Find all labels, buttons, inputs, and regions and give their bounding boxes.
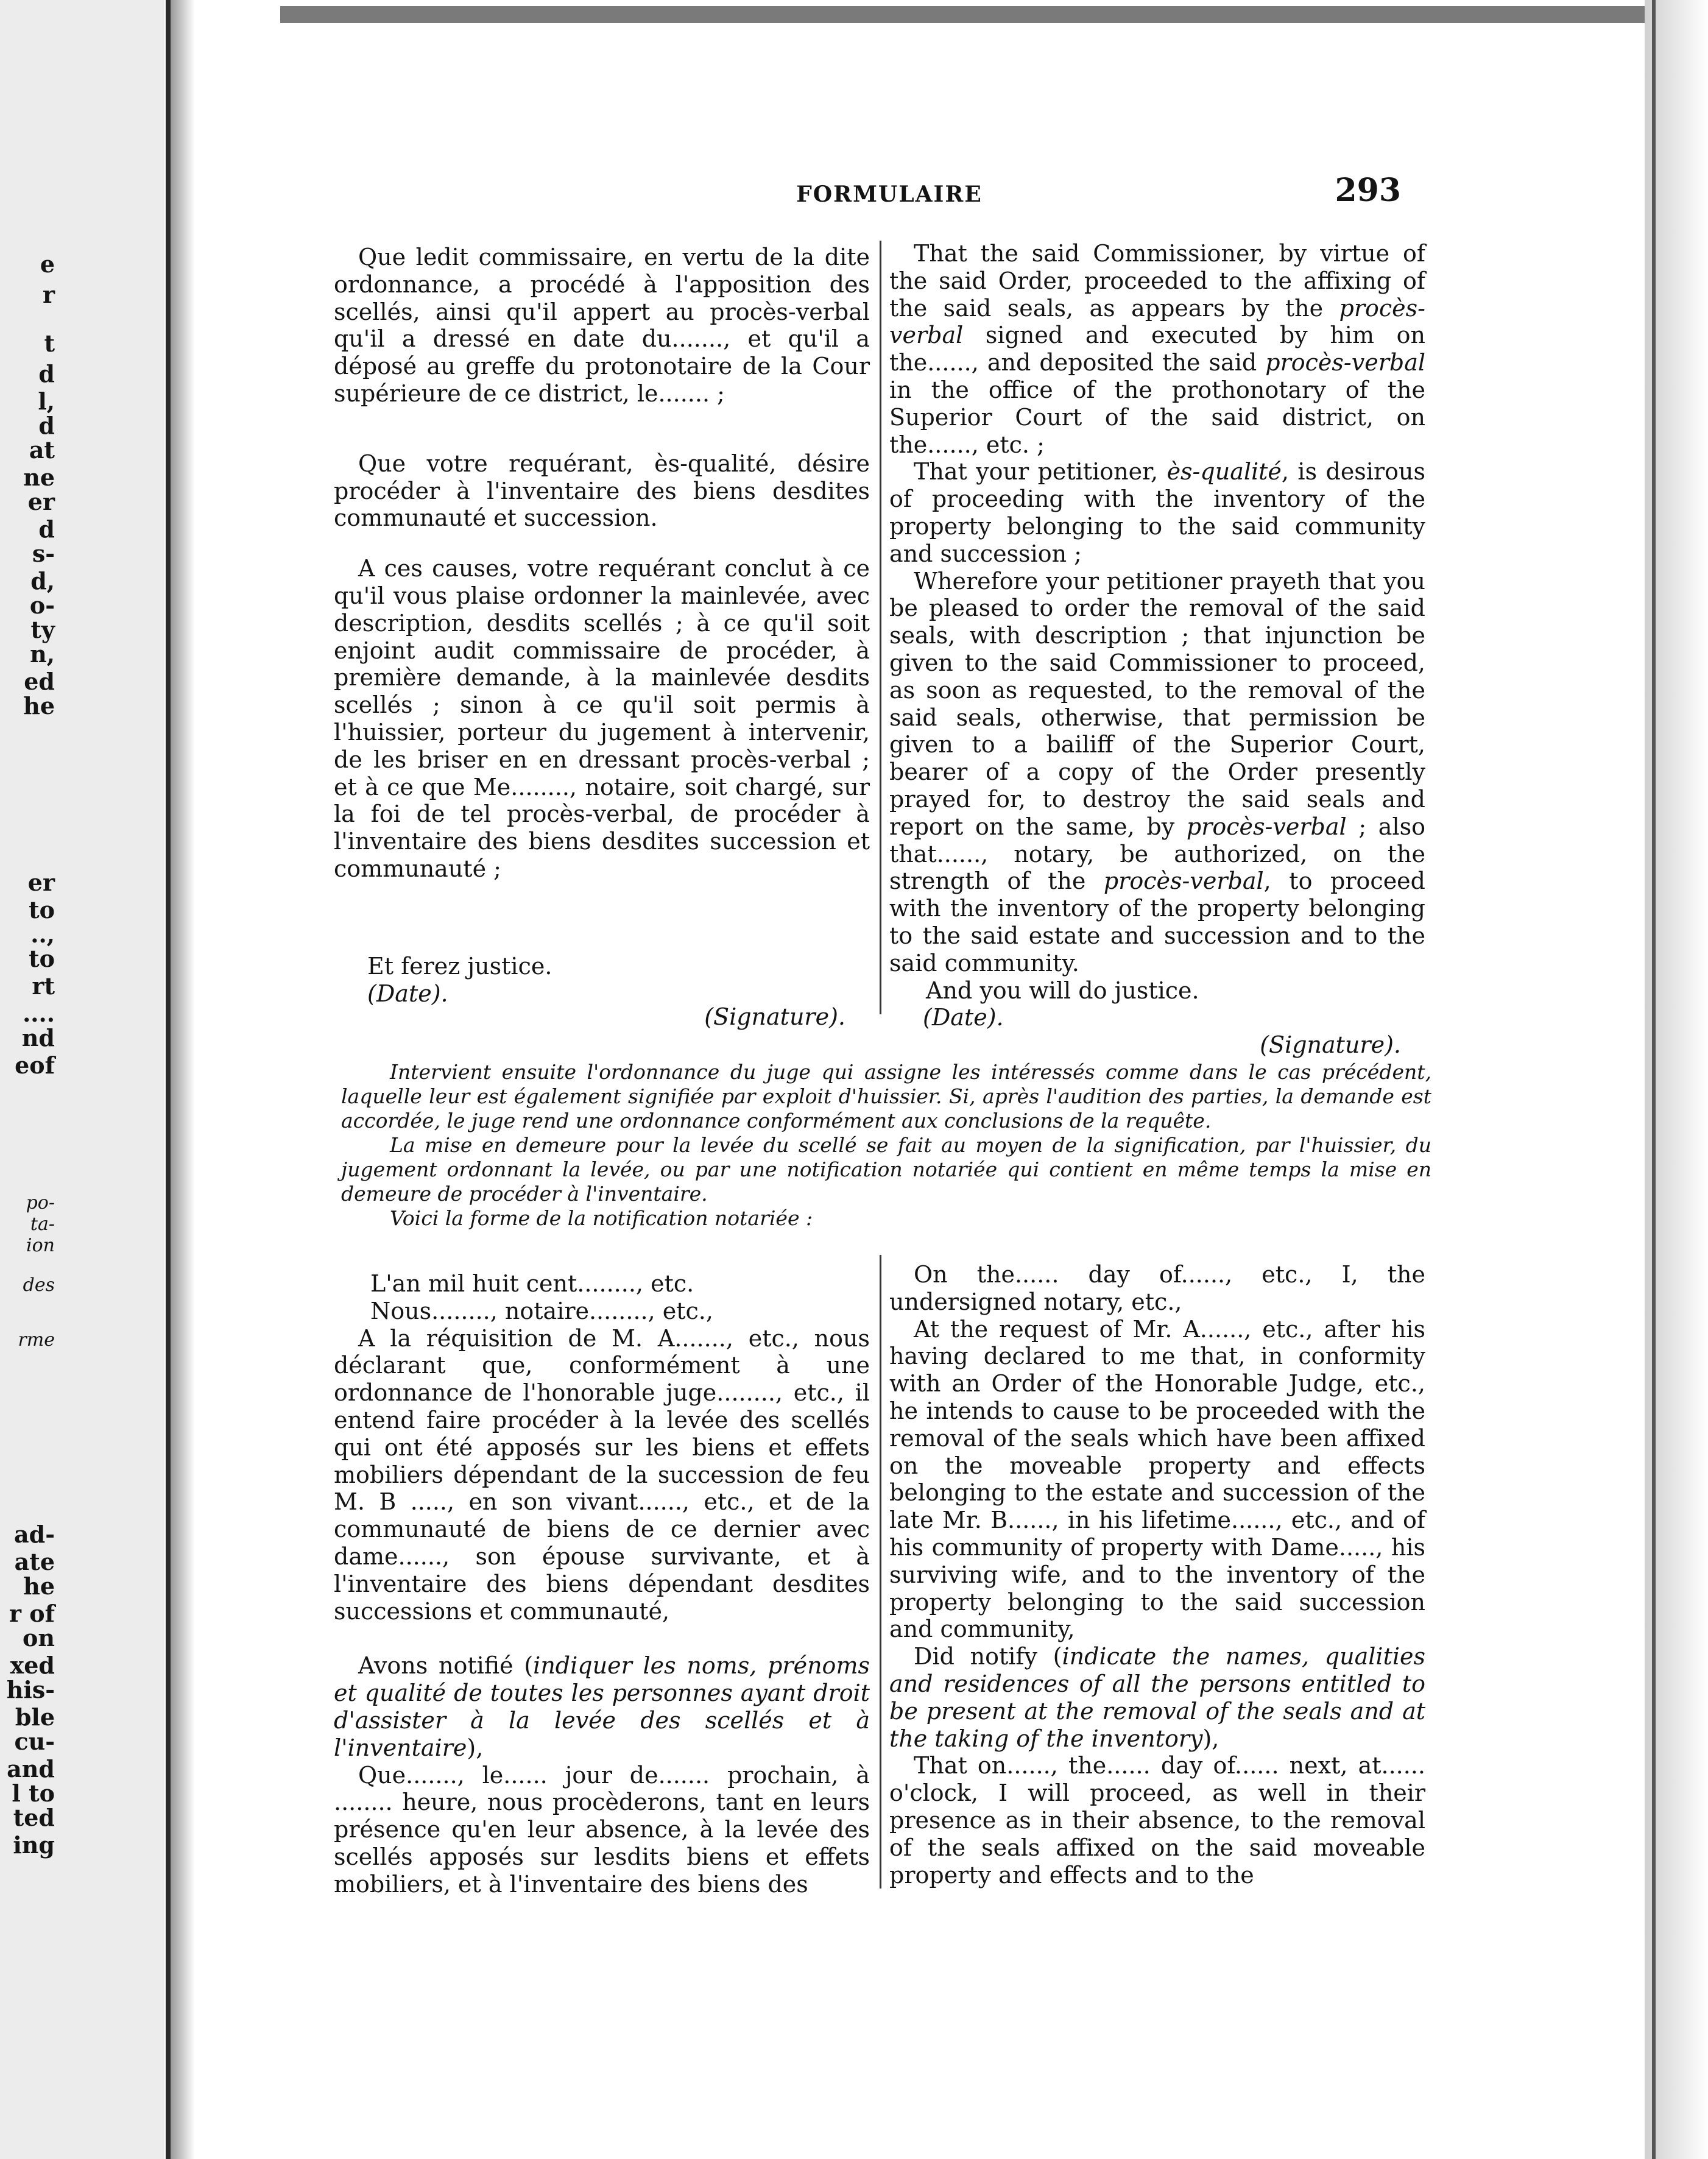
margin-fragment: ne	[23, 464, 55, 491]
french-notification-year: L'an mil huit cent........, etc.	[370, 1270, 694, 1297]
procedural-notes	[341, 1060, 1431, 1231]
margin-fragment: at	[29, 436, 55, 464]
margin-fragment: ....	[23, 1000, 55, 1027]
margin-fragment: rme	[18, 1329, 55, 1351]
margin-fragment: cu-	[14, 1728, 55, 1755]
margin-fragment: ty	[30, 616, 55, 643]
column-divider-bottom	[880, 1255, 881, 1889]
margin-fragment: xed	[10, 1652, 55, 1679]
margin-fragment: ate	[14, 1548, 55, 1575]
english-signature: (Signature).	[1260, 1031, 1401, 1059]
margin-fragment: l,	[38, 387, 55, 415]
right-edge-line	[1652, 0, 1656, 2159]
margin-fragment: ta-	[30, 1214, 55, 1235]
english-paragraph-wherefore: Wherefore your petitioner prayeth that you be pleased to order the removal of the said seals, with description ; that injunction be given to the said Commissioner to proceed, as soon as requested, to the removal of the said seals, otherwise, that permission be given to a bailiff of the Superior Court, bearer of a copy of the Order presently prayed for, to destroy the said seals and report on the same, by procès-verbal ; also that......, notary, be authorized, on the strength of the procès-verbal, to proceed with the inventory of the property belonging to the said estate and succession and to the said community.	[889, 567, 1425, 977]
margin-fragment: he	[23, 692, 55, 719]
note-form-intro: Voici la forme de la notification notariée :	[390, 1206, 813, 1230]
margin-fragment: r	[42, 281, 55, 308]
margin-fragment: t	[44, 330, 55, 357]
english-notification-request: At the request of Mr. A......, etc., after his having declared to me that, in conformity with an Order of the Honorable Judge, etc., he intends to cause to be proceeded with the removal of the seals which have been affixed on the moveable property and effects belonging to the estate and succession of the late Mr. B......, in his lifetime......, etc., and of his community of property with Dame....., his surviving wife, and to the inventory of the property belonging to the said succession and community,	[889, 1315, 1425, 1643]
margin-fragment: to	[29, 945, 55, 972]
margin-fragment: r of	[9, 1600, 55, 1627]
french-notification-requisition: A la réquisition de M. A......., etc., nous déclarant que, conformément à une ordonnance de l'honorable juge........, etc., il entend faire procéder à la levée des scellés qui ont été apposés sur les biens et effets mobiliers dépendant de la succession de feu M. B ....., en son vivant......, etc., et de la communauté de biens de ce dernier avec dame......, son épouse survivante, et à l'inventaire des biens dépendant desdites successions et communauté,	[334, 1324, 870, 1625]
binding-gradient	[171, 0, 195, 2159]
margin-fragment: ion	[26, 1235, 55, 1256]
english-notification-notified: Did notify (indicate the names, qualities and residences of all the persons entitled to be present at the removal of the seals and at the taking of the inventory),	[889, 1643, 1425, 1752]
margin-fragment: po-	[26, 1192, 55, 1214]
margin-fragment: e	[40, 250, 55, 278]
english-paragraph-desire: That your petitioner, ès-qualité, is desirous of proceeding with the inventory of the property belonging to the said community and succession ;	[889, 458, 1425, 567]
note-ordonnance: Intervient ensuite l'ordonnance du juge qui assigne les intéressés comme dans le cas précédent, laquelle leur est également signifiée par exploit d'huissier. Si, après l'audition des parties, la demande est accordée, le juge rend une ordonnance conformément aux conclusions de la requête.	[341, 1060, 1431, 1133]
margin-fragment: l to	[12, 1779, 55, 1807]
margin-fragment: nd	[21, 1024, 55, 1051]
margin-fragment: ed	[24, 668, 55, 695]
margin-fragment: d	[38, 412, 55, 439]
note-mise-en-demeure: La mise en demeure pour la levée du scellé se fait au moyen de la signification, par l'huissier, du jugement ordonnant la levée, ou par une notification notariée qui contient en même temps la mise en demeure de procéder à l'inventaire.	[341, 1133, 1431, 1206]
english-closing: And you will do justice.	[926, 977, 1199, 1004]
column-divider-top	[880, 241, 881, 1014]
french-date: (Date).	[367, 980, 448, 1007]
margin-fragment: he	[23, 1572, 55, 1600]
french-closing: Et ferez justice.	[367, 952, 552, 980]
margin-fragment: d,	[30, 567, 55, 595]
french-notification-notified: Avons notifié (indiquer les noms, prénoms et qualité de toutes les personnes ayant droit d'assister à la levée des scellés et à l'inventaire),	[334, 1652, 870, 1761]
running-header: FORMULAIRE	[796, 182, 983, 207]
margin-fragment: ble	[15, 1703, 55, 1731]
margin-fragment: er	[27, 869, 55, 896]
binding-shadow	[166, 0, 171, 2159]
english-notification-date: On the...... day of......, etc., I, the undersigned notary, etc.,	[889, 1261, 1425, 1315]
margin-fragment: s-	[32, 540, 55, 567]
margin-fragment: n,	[30, 640, 55, 668]
english-date: (Date).	[923, 1004, 1004, 1031]
margin-fragment: to	[29, 896, 55, 924]
top-scan-edge	[280, 6, 1645, 23]
french-notification-notary: Nous........, notaire........, etc.,	[370, 1297, 713, 1324]
french-petition-column	[334, 244, 870, 1031]
english-notification-column	[889, 1261, 1425, 1889]
margin-fragment: d	[38, 515, 55, 543]
margin-fragment: eof	[15, 1051, 55, 1079]
french-paragraph-conclusion: A ces causes, votre requérant conclut à ce qu'il vous plaise ordonner la mainlevée, avec description, desdits scellés ; à ce qu'il soit enjoint audit commissaire de procéder, à première demande, à la mainlevée desdits scellés ; sinon à ce qu'il soit permis à l'huissier, porteur du jugement à intervenir, de les briser en en dressant procès-verbal ; et à ce que Me........, notaire, soit chargé, sur la foi de tel procès-verbal, de procéder à l'inventaire des biens desdites succession et communauté ;	[334, 555, 870, 882]
english-petition-column	[889, 240, 1425, 1059]
french-notification-column	[334, 1270, 870, 1898]
french-notification-date: Que......., le...... jour de....... prochain, à ........ heure, nous procèderons, tant en leurs présence qu'en leur absence, à la levée des scellés apposés sur lesdits biens et effets mobiliers, et à l'inventaire des biens des	[334, 1761, 870, 1898]
margin-fragment: on	[23, 1624, 55, 1652]
margin-fragment: rt	[32, 972, 55, 1000]
margin-fragment: d	[38, 360, 55, 387]
page-number: 293	[1335, 172, 1401, 209]
margin-fragment: er	[27, 488, 55, 515]
margin-fragment: and	[7, 1755, 55, 1783]
margin-fragment: ted	[13, 1804, 55, 1831]
margin-fragment: ..,	[30, 920, 55, 948]
french-paragraph-desire: Que votre requérant, ès-qualité, désire procéder à l'inventaire des biens desdites communauté et succession.	[334, 450, 870, 532]
english-notification-proceed: That on......, the...... day of...... next, at...... o'clock, I will proceed, as well in their presence as in their absence, to the removal of the seals affixed on the said moveable property and effects and to the	[889, 1752, 1425, 1889]
margin-fragment: his-	[6, 1676, 55, 1703]
margin-fragment: ad-	[14, 1521, 55, 1548]
french-paragraph-commissioner: Que ledit commissaire, en vertu de la dite ordonnance, a procédé à l'apposition des scellés, ainsi qu'il appert au procès-verbal qu'il a dressé en date du......., et qu'il a déposé au greffe du protonotaire de la Cour supérieure de ce district, le....... ;	[334, 244, 870, 407]
english-paragraph-commissioner: That the said Commissioner, by virtue of the said Order, proceeded to the affixing of the said seals, as appears by the procès-verbal signed and executed by him on the......, and deposited the said procès-verbal in the office of the prothonotary of the Superior Court of the said district, on the......, etc. ;	[889, 240, 1425, 458]
margin-fragment: des	[23, 1274, 55, 1296]
margin-fragment: ing	[13, 1831, 55, 1859]
french-signature: (Signature).	[704, 1003, 845, 1031]
margin-fragment: o-	[29, 592, 55, 619]
